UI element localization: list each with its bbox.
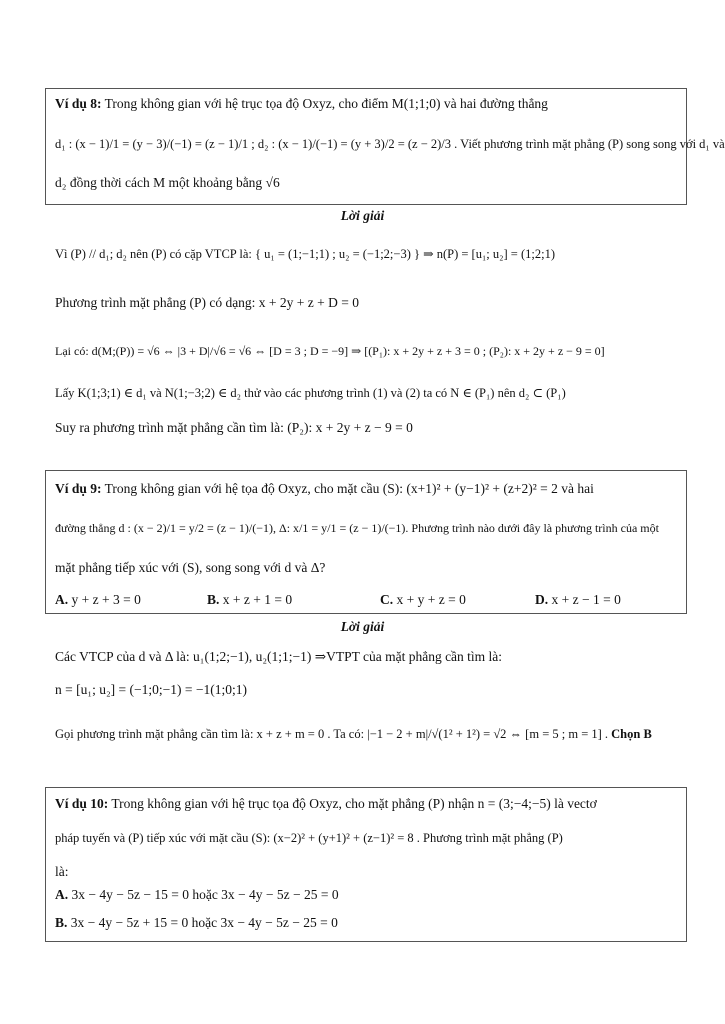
solution-9-title: Lời giải <box>340 619 385 634</box>
example-9-option-d: D. x + z − 1 = 0 <box>535 592 621 607</box>
example-9-line-2: đường thẳng d : (x − 2)/1 = y/2 = (z − 1)/(−1), Δ: x/1 = y/1 = (z − 1)/(−1). Phương trình nào dưới đây là phương trình của một <box>55 521 659 535</box>
solution-8-title: Lời giải <box>340 208 385 223</box>
solution-8-line-5: Suy ra phương trình mặt phẳng cần tìm là: (P₂): x + 2y + z − 9 = 0 <box>55 420 413 435</box>
solution-9-answer: Chọn B <box>611 727 652 741</box>
solution-8-line-4: Lấy K(1;3;1) ∈ d₁ và N(1;−3;2) ∈ d₂ thử vào các phương trình (1) và (2) ta có N ∈ (P₁) nên d₂ ⊂ (P₁) <box>55 386 566 400</box>
example-8-line-1 <box>55 97 548 111</box>
solution-9-line-1: Các VTCP của d và Δ là: u₁(1;2;−1), u₂(1;1;−1) ⇒VTPT của mặt phẳng cần tìm là: <box>55 649 503 664</box>
example-10-option-b: B. 3x − 4y − 5z + 15 = 0 hoặc 3x − 4y − 5z − 25 = 0 <box>55 915 338 930</box>
example-9-text-1: Trong không gian với hệ tọa độ Oxyz, cho mặt cầu (S): (x+1)² + (y−1)² + (z+2)² = 2 và hai <box>104 481 594 496</box>
example-10-line-1 <box>55 797 597 811</box>
example-10-heading: Ví dụ 10: <box>55 796 109 811</box>
example-10-text-1: Trong không gian với hệ trục tọa độ Oxyz, cho mặt phẳng (P) nhận n = (3;−4;−5) là vectơ <box>111 796 597 811</box>
example-8-heading: Ví dụ 8: <box>55 96 102 111</box>
solution-8-line-2: Phương trình mặt phẳng (P) có dạng: x + 2y + z + D = 0 <box>55 295 360 310</box>
solution-9-line-2: n = [u₁; u₂] = (−1;0;−1) = −1(1;0;1) <box>55 682 247 697</box>
example-10-option-a: A. 3x − 4y − 5z − 15 = 0 hoặc 3x − 4y − 5z − 25 = 0 <box>55 887 339 902</box>
example-8-line-2: d₁ : (x − 1)/1 = (y − 3)/(−1) = (z − 1)/1 ; d₂ : (x − 1)/(−1) = (y + 3)/2 = (z − 2)/3 . Viết phương trình mặt phẳng (P) song song với d₁ và <box>55 137 725 151</box>
example-10-line-2: pháp tuyến và (P) tiếp xúc với mặt cầu (S): (x−2)² + (y+1)² + (z−1)² = 8 . Phương trình mặt phẳng (P) <box>55 831 563 845</box>
example-9-line-3: mặt phẳng tiếp xúc với (S), song song với d và Δ? <box>55 560 326 575</box>
example-8-text-1: Trong không gian với hệ trục tọa độ Oxyz, cho điểm M(1;1;0) và hai đường thẳng <box>104 96 548 111</box>
example-9-option-c: C. x + y + z = 0 <box>380 592 466 607</box>
solution-8-line-3: Lại có: d(M;(P)) = √6 ⇔ |3 + D|/√6 = √6 ⇔ [D = 3 ; D = −9] ⇒ [(P₁): x + 2y + z + 3 = 0 ; (P₂): x + 2y + z − 9 = 0] <box>55 344 605 358</box>
example-9-option-a: A. y + z + 3 = 0 <box>55 592 141 607</box>
solution-8-line-1: Vì (P) // d₁; d₂ nên (P) có cặp VTCP là: { u₁ = (1;−1;1) ; u₂ = (−1;2;−3) } ⇒ n(P) = [u₁; u₂] = (1;2;1) <box>55 247 555 261</box>
example-9-option-b: B. x + z + 1 = 0 <box>207 592 293 607</box>
example-8-line-3: d₂ đồng thời cách M một khoảng bằng √6 <box>55 175 280 190</box>
example-9-line-1 <box>55 482 594 496</box>
example-10-line-3: là: <box>55 864 69 879</box>
example-9-heading: Ví dụ 9: <box>55 481 102 496</box>
solution-9-line-3: Gọi phương trình mặt phẳng cần tìm là: x + z + m = 0 . Ta có: |−1 − 2 + m|/√(1² + 1²) = √2 ⇔ [m = 5 ; m = 1] . Chọn B <box>55 727 652 741</box>
